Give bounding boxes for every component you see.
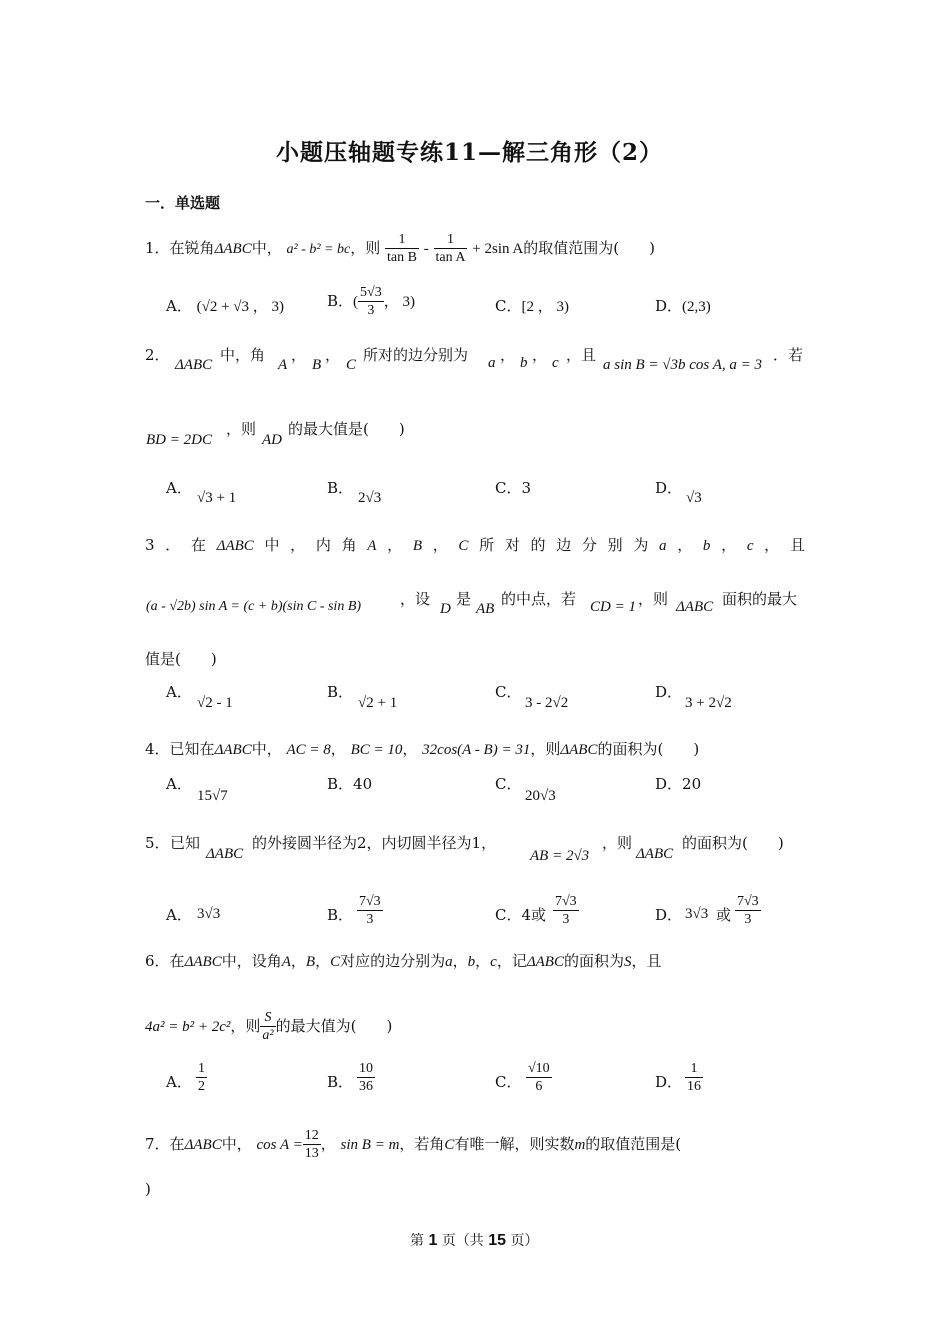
q7-fraction: $\frac{12}{13}$	[304, 1128, 319, 1162]
q3-option-a-value: √2 - 1	[197, 695, 233, 711]
q4-option-c-value: 20√3	[525, 788, 556, 804]
page-title: 小题压轴题专练11—解三角形（2）	[276, 139, 664, 166]
q3-option-b-value: √2 + 1	[358, 695, 398, 711]
q5-option-b[interactable]: B．	[327, 906, 354, 924]
q4-number: 4．	[145, 740, 170, 758]
q1-text: ，则	[350, 238, 381, 257]
question-4-stem: 4．已知在ΔABC中， AC = 8， BC = 10， 32cos(A - B) = 31，则ΔABC的面积为( )	[145, 740, 700, 758]
q2-option-b-value: 2√3	[358, 490, 382, 506]
q2-comma: ，	[532, 346, 548, 364]
q2-angle-a: A	[278, 357, 288, 373]
q1-number: 1．	[145, 238, 170, 257]
q3-option-d-value: 3 + 2√2	[685, 695, 732, 711]
q2-text: ，且	[566, 346, 597, 364]
q1-fraction-2: $\frac{1}{\text{tan A}}$	[435, 232, 466, 266]
q4-cos: 32cos(A - B) = 31	[422, 742, 531, 758]
q5-option-d[interactable]: D．	[655, 906, 683, 924]
q7-sin: sin B = m	[340, 1136, 400, 1153]
page-number: 1	[428, 1232, 438, 1249]
q1-option-b[interactable]: B．( $\frac{5√3}{3}$ ， 3)	[327, 285, 415, 319]
q3-point-d: D	[440, 601, 451, 617]
q3-text: 值是( )	[145, 650, 217, 668]
q5-option-c-fraction: $\frac{7√3}{3}$	[555, 894, 577, 928]
q3-cd: CD = 1	[590, 599, 636, 615]
q2-comma: ，	[325, 346, 341, 364]
question-7-stem: 7．在ΔABC中， cos A = $\frac{12}{13}$ ， sin B = m，若角C有唯一解，则实数m的取值范围是(	[145, 1128, 682, 1162]
q2-side-c: c	[552, 355, 559, 371]
q4-option-d[interactable]: D．20	[655, 775, 702, 793]
q3-option-a[interactable]: A．	[166, 683, 192, 701]
q2-option-b[interactable]: B．	[327, 479, 354, 497]
q5-option-c[interactable]: C．4或	[495, 906, 547, 924]
q2-option-a-value: √3 + 1	[197, 490, 237, 506]
q3-text: ，设	[400, 590, 431, 608]
q5-text: 的外接圆半径为2，内切圆半径为1，	[252, 834, 497, 852]
q3-condition: (a - √2b) sin A = (c + b)(sin C - sin B)	[146, 599, 362, 614]
q1-option-c-value: [2 ， 3)	[521, 299, 569, 315]
q2-triangle: ΔABC	[175, 357, 213, 373]
q6-option-b-fraction: $\frac{10}{36}$	[359, 1061, 373, 1095]
q3-option-b[interactable]: B．	[327, 683, 354, 701]
q3-text: ，则	[638, 590, 669, 608]
q5-option-a[interactable]: A．	[166, 906, 192, 924]
q5-number: 5．	[145, 834, 170, 852]
q1-option-b-fraction: $\frac{5√3}{3}$	[360, 285, 382, 319]
q2-side-a: a	[488, 355, 496, 371]
q5-text: ，则	[602, 834, 633, 852]
q2-comma: ，	[291, 346, 307, 364]
q2-condition: a sin B = √3b cos A, a = 3	[603, 357, 763, 373]
q3-ab: AB	[476, 601, 495, 617]
q7-text: )	[145, 1180, 151, 1198]
q2-text: 的最大值是( )	[288, 420, 405, 438]
q2-angle-c: C	[346, 357, 357, 373]
q1-triangle: ΔABC	[214, 240, 252, 257]
q5-triangle: ΔABC	[636, 846, 674, 862]
q2-comma: ，	[500, 346, 516, 364]
q4-triangle: ΔABC	[214, 742, 252, 758]
q1-fraction-1: $\frac{1}{\text{tan B}}$	[387, 232, 417, 266]
q5-triangle: ΔABC	[206, 846, 244, 862]
q4-option-a-value: 15√7	[197, 788, 228, 804]
q6-option-d-fraction: $\frac{1}{16}$	[687, 1061, 701, 1095]
q5-option-a-value: 3√3	[197, 906, 221, 922]
q1-text: 在锐角	[169, 238, 215, 257]
q4-ac: AC = 8	[286, 742, 331, 758]
section-heading: 一．单选题	[145, 194, 221, 212]
q2-bd: BD = 2DC	[146, 432, 212, 448]
q2-option-c[interactable]: C．3	[495, 479, 532, 497]
q3-text: 的中点，若	[501, 590, 577, 608]
q3-stem-line-1: 3 ． 在 ΔABC 中 ， 内 角 A ， B ， C 所 对 的 边 分 别 为 a ， b ， c ， 且	[145, 536, 805, 554]
q1-option-d[interactable]: D．(2,3)	[655, 297, 711, 315]
q2-option-d[interactable]: D．	[655, 479, 683, 497]
q1-condition: a² - b² = bc	[286, 241, 351, 257]
q1-option-d-value: (2,3)	[682, 299, 711, 315]
q3-triangle: ΔABC	[676, 599, 714, 615]
q2-option-a[interactable]: A．	[166, 479, 192, 497]
q4-option-c[interactable]: C．	[495, 775, 522, 793]
q2-text: 中，角	[220, 346, 266, 364]
q5-option-d-value: 3√3	[685, 906, 709, 922]
question-6-stem: 6．在ΔABC中，设角A，B，C对应的边分别为a，b，c，记ΔABC的面积为S，且	[145, 952, 662, 970]
q6-option-d[interactable]: D．	[655, 1073, 683, 1091]
q2-number: 2．	[145, 346, 170, 364]
q6-triangle: ΔABC	[184, 954, 222, 970]
q4-option-b[interactable]: B．40	[327, 775, 373, 793]
q2-text: ．若	[773, 346, 804, 364]
q3-option-c-value: 3 - 2√2	[525, 695, 569, 711]
q5-text: 的面积为( )	[682, 834, 784, 852]
q5-option-d-or: 或	[716, 906, 732, 924]
q1-minus: -	[423, 240, 429, 257]
q6-option-a-fraction: $\frac{1}{2}$	[198, 1061, 205, 1095]
q3-text: 面积的最大	[722, 590, 798, 608]
q1-option-c[interactable]: C．[2 ， 3)	[495, 297, 569, 315]
q7-number: 7．	[145, 1134, 170, 1153]
question-6-condition: 4a² = b² + 2c²，则 $\frac{S}{\text{a²}}$ 的最大值为( )	[145, 1010, 393, 1044]
q2-ad: AD	[262, 432, 282, 448]
q4-option-a[interactable]: A．	[166, 775, 192, 793]
q6-fraction: $\frac{S}{\text{a²}}$	[262, 1010, 274, 1044]
q3-option-d[interactable]: D．	[655, 683, 683, 701]
q3-text: 是	[456, 590, 472, 608]
q2-side-b: b	[520, 355, 528, 371]
q5-text: 已知	[170, 834, 201, 852]
q1-text: 中，	[251, 238, 282, 257]
q1-expression: + 2sin A	[472, 240, 524, 257]
q6-option-c-fraction: $\frac{√10}{6}$	[528, 1061, 550, 1095]
q6-option-a[interactable]: A．	[166, 1073, 192, 1091]
q3-option-c[interactable]: C．	[495, 683, 522, 701]
q2-angle-b: B	[312, 357, 322, 373]
question-1-stem	[145, 232, 655, 266]
q1-option-a[interactable]: A． (√2 + √3 ， 3)	[166, 297, 285, 315]
q2-text: ，则	[226, 420, 257, 438]
q2-text: 所对的边分别为	[363, 346, 469, 364]
q7-cos: cos A =	[256, 1136, 303, 1153]
q5-option-b-fraction: $\frac{7√3}{3}$	[359, 894, 381, 928]
q4-bc: BC = 10	[350, 742, 403, 758]
q6-number: 6．	[145, 952, 170, 970]
page-footer: 第 1 页（共 15 页）	[410, 1232, 539, 1249]
q5-ab: AB = 2√3	[530, 848, 590, 864]
q1-option-a-value: (√2 + √3 ， 3)	[196, 299, 285, 315]
page-total: 15	[488, 1232, 507, 1249]
q6-option-b[interactable]: B．	[327, 1073, 354, 1091]
q1-text: 的取值范围为( )	[523, 238, 655, 257]
q2-option-d-value: √3	[686, 490, 702, 506]
q7-triangle: ΔABC	[184, 1136, 222, 1153]
q6-condition: 4a² = b² + 2c²	[145, 1018, 231, 1035]
q6-option-c[interactable]: C．	[495, 1073, 522, 1091]
q5-option-d-fraction: $\frac{7√3}{3}$	[737, 894, 759, 928]
